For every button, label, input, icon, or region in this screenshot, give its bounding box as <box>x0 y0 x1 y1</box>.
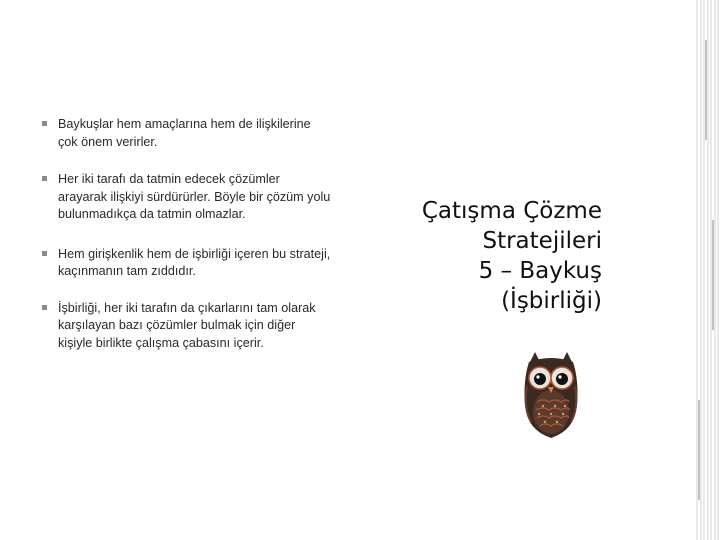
square-bullet-icon <box>42 121 47 126</box>
slide-title <box>422 196 602 316</box>
bullet-text: İşbirliği, her iki tarafın da çıkarlarını tam olarak karşılayan bazı çözümler bulmak için diğer kişiyle birlikte çalışma çabasını içerir. <box>58 300 316 350</box>
decorative-stripes <box>694 0 720 540</box>
bullet-text: Hem girişkenlik hem de işbirliği içeren bu strateji, kaçınmanın tam zıddıdır. <box>58 246 331 278</box>
bullet-item <box>42 246 332 281</box>
title-line: Çatışma Çözme <box>421 198 602 224</box>
title-line: 5 – Baykuş <box>478 258 602 284</box>
square-bullet-icon <box>42 251 47 256</box>
title-line: (İşbirliği) <box>501 288 602 314</box>
bullet-text: Baykuşlar hem amaçlarına hem de ilişkilerine çok önem verirler. <box>58 117 311 149</box>
title-line: Stratejileri <box>482 228 602 254</box>
bullet-list <box>42 116 332 369</box>
bullet-item <box>42 116 332 151</box>
bullet-item <box>42 300 332 353</box>
owl-illustration <box>519 350 583 440</box>
bullet-item <box>42 171 332 224</box>
bullet-text: Her iki tarafı da tatmin edecek çözümler arayarak ilişkiyi sürdürürler. Böyle bir çözüm yolu bulunmadıkça da tatmin olmazlar. <box>58 172 331 221</box>
square-bullet-icon <box>42 176 47 181</box>
square-bullet-icon <box>42 305 47 310</box>
